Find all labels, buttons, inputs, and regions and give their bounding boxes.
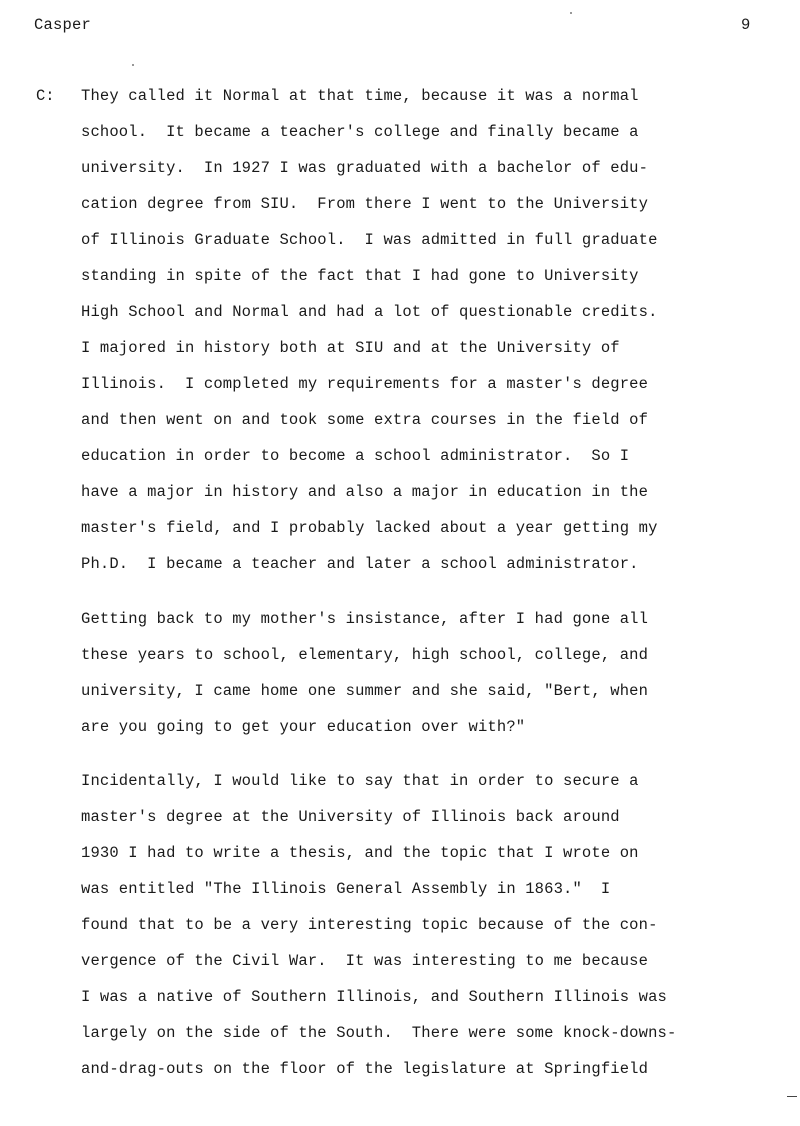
text-line: have a major in history and also a major in education in the: [81, 483, 649, 501]
text-line: cation degree from SIU. From there I went to the University: [81, 195, 649, 213]
text-line: these years to school, elementary, high school, college, and: [81, 646, 649, 664]
text-line: found that to be a very interesting topic because of the con-: [81, 916, 658, 934]
text-line: of Illinois Graduate School. I was admitted in full graduate: [81, 231, 658, 249]
text-line: High School and Normal and had a lot of questionable credits.: [81, 303, 658, 321]
text-line: school. It became a teacher's college and finally became a: [81, 123, 639, 141]
text-line: Illinois. I completed my requirements for a master's degree: [81, 375, 649, 393]
scan-speck: [570, 12, 572, 14]
text-line: are you going to get your education over with?": [81, 718, 526, 736]
text-line: Incidentally, I would like to say that in order to secure a: [81, 772, 639, 790]
text-line: I majored in history both at SIU and at the University of: [81, 339, 620, 357]
text-line: I was a native of Southern Illinois, and Southern Illinois was: [81, 988, 667, 1006]
text-line: Ph.D. I became a teacher and later a school administrator.: [81, 555, 639, 573]
text-line: largely on the side of the South. There were some knock-downs-: [81, 1024, 677, 1042]
text-line: and-drag-outs on the floor of the legislature at Springfield: [81, 1060, 649, 1078]
text-line: 1930 I had to write a thesis, and the topic that I wrote on: [81, 844, 639, 862]
page-number: 9: [741, 16, 751, 34]
text-line: and then went on and took some extra courses in the field of: [81, 411, 649, 429]
text-line: master's field, and I probably lacked about a year getting my: [81, 519, 658, 537]
speaker-label: C:: [36, 87, 55, 105]
text-line: master's degree at the University of Illinois back around: [81, 808, 620, 826]
text-line: standing in spite of the fact that I had gone to University: [81, 267, 639, 285]
text-line: education in order to become a school administrator. So I: [81, 447, 630, 465]
text-line: university, I came home one summer and she said, "Bert, when: [81, 682, 649, 700]
text-line: vergence of the Civil War. It was interesting to me because: [81, 952, 649, 970]
text-line: They called it Normal at that time, because it was a normal: [81, 87, 639, 105]
text-line: university. In 1927 I was graduated with a bachelor of edu-: [81, 159, 649, 177]
header-name: Casper: [34, 16, 92, 34]
scan-speck: [132, 64, 134, 66]
text-line: Getting back to my mother's insistance, after I had gone all: [81, 610, 649, 628]
text-line: was entitled "The Illinois General Assembly in 1863." I: [81, 880, 611, 898]
scan-edge-mark: [787, 1096, 797, 1097]
